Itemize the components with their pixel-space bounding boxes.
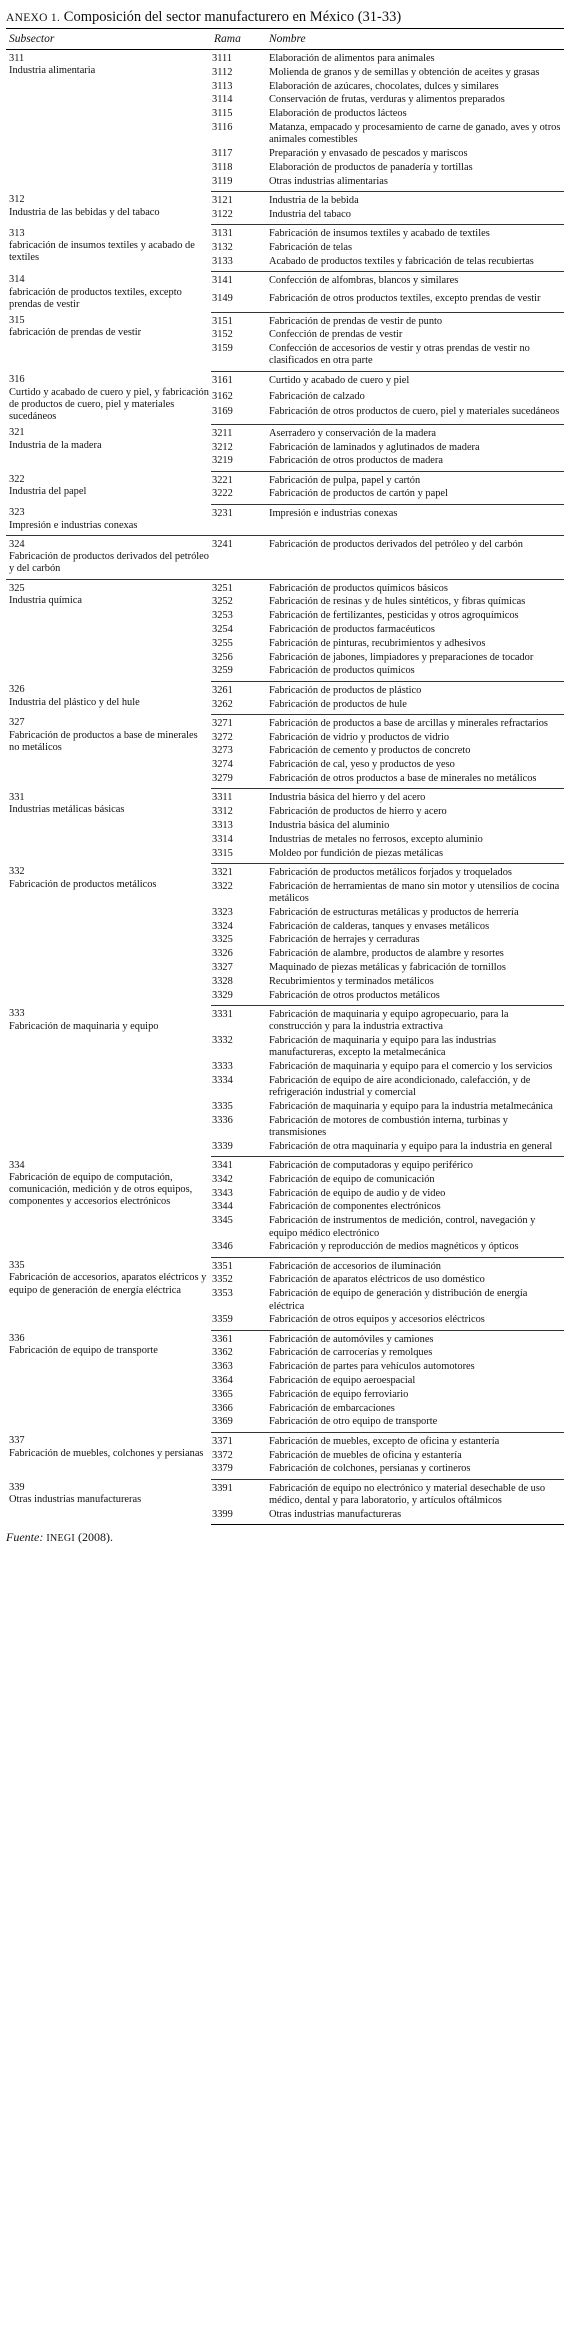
subsector-code: 334 (9, 1159, 25, 1171)
table-row (6, 50, 564, 67)
rama-code: 3366 (212, 1402, 233, 1414)
rama-name: Industria de la bebida (269, 194, 359, 206)
source-org: INEGI (46, 1532, 76, 1544)
subsector-cell (6, 579, 211, 681)
rama-code: 3115 (212, 108, 233, 120)
rama-code: 3365 (212, 1388, 233, 1400)
rama-name: Fabricación de productos de plástico (269, 684, 422, 696)
rama-name: Fabricación de partes para vehículos automotores (269, 1361, 475, 1373)
rama-code: 3221 (212, 474, 233, 486)
rama-code: 3117 (212, 148, 233, 160)
subsector-code: 333 (9, 1008, 25, 1020)
rama-code: 3341 (212, 1160, 233, 1172)
rama-code: 3333 (212, 1060, 233, 1072)
rama-name: Fabricación de muebles, excepto de oficina y estantería (269, 1435, 500, 1447)
header-row (6, 29, 564, 50)
rama-name: Fabricación de muebles de oficina y estantería (269, 1449, 462, 1461)
table-row (6, 371, 564, 390)
subsector-name: Fabricación de productos metálicos (9, 878, 157, 890)
rama-name: Fabricación de computadoras y equipo periférico (269, 1160, 473, 1172)
subsector-code: 331 (9, 791, 25, 803)
rama-name: Molienda de granos y de semillas y obtención de aceites y grasas (269, 66, 540, 78)
subsector-name: Industria del plástico y del hule (9, 696, 140, 708)
rama-code: 3152 (212, 329, 233, 341)
rama-name: Fabricación de productos químicos (266, 665, 564, 682)
rama-code: 3359 (211, 1314, 266, 1331)
rama-name: Fabricación de maquinaria y equipo para las industrias manufactureras, excepto la metalmecánica (269, 1034, 497, 1059)
subsector-cell (6, 1157, 211, 1258)
rama-code: 3116 (212, 121, 233, 133)
rama-code: 3219 (211, 455, 266, 472)
rama-code: 3343 (212, 1187, 233, 1199)
rama-code: 3132 (212, 241, 233, 253)
rama-name: Fabricación de herramientas de mano sin motor y utensilios de cocina metálicos (269, 880, 560, 904)
rama-code: 3141 (212, 274, 233, 286)
subsector-cell (6, 50, 211, 192)
rama-name: Fabricación de productos a base de arcillas y minerales refractarios (269, 717, 548, 729)
rama-code: 3364 (212, 1375, 233, 1387)
rama-code: 3211 (212, 427, 233, 439)
manufacturing-sector-table (6, 28, 564, 1525)
table-row (6, 312, 564, 329)
rama-code: 3262 (211, 698, 266, 715)
source-label: Fuente: (6, 1529, 44, 1544)
table-row (6, 714, 564, 731)
rama-code: 3399 (211, 1508, 266, 1525)
subsector-name: Industria química (9, 594, 83, 606)
rama-code: 3119 (211, 175, 266, 192)
subsector-name: fabricación de insumos textiles y acabado de textiles (9, 239, 195, 264)
rama-name: Fabricación de otro equipo de transporte (266, 1416, 564, 1433)
rama-name: Aserradero y conservación de la madera (269, 427, 437, 439)
rama-name: Fabricación de otros productos textiles, excepto prendas de vestir (266, 292, 564, 312)
rama-code: 3121 (212, 194, 233, 206)
rama-name: Conservación de frutas, verduras y alimentos preparados (269, 94, 505, 106)
subsector-cell (6, 471, 211, 504)
rama-code: 3231 (211, 504, 266, 535)
rama-name: Fabricación de otros equipos y accesorios eléctricos (266, 1314, 564, 1331)
rama-name: Fabricación de vidrio y productos de vidrio (269, 731, 450, 743)
rama-code: 3315 (211, 847, 266, 864)
subsector-name: fabricación de prendas de vestir (9, 327, 142, 339)
rama-code: 3149 (211, 292, 266, 312)
subsector-code: 326 (9, 684, 25, 696)
subsector-name: Otras industrias manufactureras (9, 1494, 142, 1506)
rama-code: 3336 (212, 1114, 233, 1126)
rama-name: Fabricación de colchones, persianas y cortineros (266, 1463, 564, 1480)
rama-code: 3335 (212, 1100, 233, 1112)
rama-name: Fabricación de pulpa, papel y cartón (269, 474, 421, 486)
rama-code: 3112 (212, 66, 233, 78)
rama-name: Fabricación de otros productos de madera (266, 455, 564, 472)
rama-code: 3312 (212, 806, 233, 818)
rama-code: 3339 (211, 1140, 266, 1157)
table-row (6, 681, 564, 698)
rama-name: Acabado de productos textiles y fabricación de telas recubiertas (266, 255, 564, 272)
subsector-cell (6, 312, 211, 371)
header-rama: Rama (214, 33, 241, 45)
rama-code: 3329 (211, 989, 266, 1006)
rama-name: Confección de alfombras, blancos y similares (269, 274, 459, 286)
rama-name: Matanza, empacado y procesamiento de carne de ganado, aves y otros animales comestibles (269, 121, 561, 146)
table-row (6, 863, 564, 880)
rama-code: 3352 (212, 1274, 233, 1286)
rama-name: Fabricación de equipo de aire acondicionado, calefacción, y de refrigeración industrial y comercial (269, 1074, 531, 1099)
rama-code: 3314 (212, 833, 233, 845)
rama-name: Fabricación de otra maquinaria y equipo para la industria en general (266, 1140, 564, 1157)
subsector-cell (6, 863, 211, 1005)
subsector-name: Industria alimentaria (9, 65, 96, 77)
subsector-code: 311 (9, 53, 25, 64)
rama-name: Fabricación de aparatos eléctricos de uso doméstico (269, 1274, 485, 1286)
rama-code: 3371 (212, 1435, 233, 1447)
rama-name: Fabricación de instrumentos de medición, control, navegación y equipo médico electrónico (269, 1215, 536, 1239)
subsector-code: 324 (9, 538, 25, 550)
rama-name: Fabricación de calderas, tanques y envases metálicos (269, 920, 490, 932)
table-row (6, 1005, 564, 1034)
table-row (6, 1330, 564, 1347)
rama-code: 3271 (212, 717, 233, 729)
subsector-name: fabricación de productos textiles, excepto prendas de vestir (9, 286, 182, 311)
table-row (6, 271, 564, 291)
rama-code: 3362 (212, 1347, 233, 1359)
rama-name: Fabricación de productos derivados del petróleo y del carbón (266, 535, 564, 579)
rama-name: Fabricación de carrocerías y remolques (269, 1347, 433, 1359)
rama-name: Fabricación de alambre, productos de alambre y resortes (269, 948, 504, 960)
table-row (6, 789, 564, 806)
rama-name: Industria básica del hierro y del acero (269, 792, 426, 804)
rama-code: 3332 (212, 1034, 233, 1046)
title-text: Composición del sector manufacturero en México (31-33) (63, 9, 402, 25)
source-year: (2008). (78, 1529, 114, 1544)
rama-name: Otras industrias alimentarias (266, 175, 564, 192)
rama-code: 3273 (212, 745, 233, 757)
rama-code: 3113 (212, 80, 233, 92)
rama-code: 3151 (212, 315, 233, 327)
subsector-code: 312 (9, 194, 25, 206)
rama-name: Fabricación de pinturas, recubrimientos y adhesivos (269, 637, 486, 649)
table-row (6, 225, 564, 242)
rama-name: Moldeo por fundición de piezas metálicas (266, 847, 564, 864)
rama-name: Fabricación de cemento y productos de concreto (269, 745, 471, 757)
rama-name: Fabricación y reproducción de medios magnéticos y ópticos (266, 1241, 564, 1258)
rama-name: Preparación y envasado de pescados y mariscos (269, 148, 468, 160)
table-row (6, 1257, 564, 1274)
rama-name: Curtido y acabado de cuero y piel (269, 374, 410, 386)
rama-code: 3325 (212, 934, 233, 946)
table-row (6, 471, 564, 488)
subsector-name: Curtido y acabado de cuero y piel, y fabricación de productos de cuero, piel y materiales sucedáneos (9, 386, 209, 423)
subsector-cell (6, 1005, 211, 1156)
rama-code: 3346 (211, 1241, 266, 1258)
subsector-cell (6, 504, 211, 535)
rama-name: Fabricación de telas (269, 241, 353, 253)
table-body (6, 50, 564, 1525)
rama-code: 3133 (211, 255, 266, 272)
rama-name: Recubrimientos y terminados metálicos (269, 975, 434, 987)
rama-name: Fabricación de estructuras metálicas y productos de herrería (269, 906, 519, 918)
rama-name: Elaboración de productos de panadería y tortillas (269, 161, 473, 173)
table-row (6, 1479, 564, 1508)
rama-code: 3313 (212, 819, 233, 831)
subsector-code: 316 (9, 374, 25, 386)
subsector-name: Fabricación de equipo de computación, comunicación, medición y de otros equipos, componentes y accesorios electrónicos (9, 1171, 193, 1208)
rama-name: Impresión e industrias conexas (266, 504, 564, 535)
rama-name: Otras industrias manufactureras (266, 1508, 564, 1525)
rama-code: 3131 (212, 228, 233, 240)
rama-code: 3334 (212, 1074, 233, 1086)
rama-name: Industria básica del aluminio (269, 819, 390, 831)
rama-code: 3345 (212, 1215, 233, 1227)
rama-name: Fabricación de motores de combustión interna, turbinas y transmisiones (269, 1114, 508, 1138)
rama-code: 3327 (212, 961, 233, 973)
rama-name: Fabricación de otros productos de cuero, piel y materiales sucedáneos (266, 406, 564, 425)
rama-code: 3241 (211, 535, 266, 579)
rama-code: 3111 (212, 53, 233, 64)
rama-name: Fabricación de productos de hule (266, 698, 564, 715)
rama-name: Fabricación de cal, yeso y productos de yeso (269, 759, 455, 771)
table-title (6, 8, 567, 28)
rama-name: Fabricación de maquinaria y equipo para el comercio y los servicios (269, 1060, 553, 1072)
rama-name: Fabricación de fertilizantes, pesticidas y otros agroquímicos (269, 610, 519, 622)
rama-name: Fabricación de equipo aeroespacial (269, 1375, 416, 1387)
subsector-code: 337 (9, 1435, 25, 1447)
rama-name: Confección de prendas de vestir (269, 329, 403, 341)
rama-code: 3324 (212, 920, 233, 932)
rama-code: 3222 (211, 488, 266, 505)
subsector-cell (6, 535, 211, 579)
subsector-name: Fabricación de productos derivados del petróleo y del carbón (9, 551, 209, 575)
rama-name: Fabricación de otros productos a base de minerales no metálicos (266, 772, 564, 789)
rama-code: 3369 (211, 1416, 266, 1433)
subsector-cell (6, 1479, 211, 1524)
subsector-cell (6, 225, 211, 272)
rama-name: Fabricación de productos de hierro y acero (269, 806, 447, 818)
subsector-cell (6, 371, 211, 424)
rama-code: 3161 (212, 374, 233, 386)
subsector-cell (6, 714, 211, 788)
subsector-code: 313 (9, 227, 25, 239)
rama-name: Fabricación de insumos textiles y acabado de textiles (269, 228, 490, 240)
rama-code: 3162 (212, 390, 233, 402)
rama-code: 3256 (212, 651, 233, 663)
rama-name: Fabricación de equipo de generación y distribución de energía eléctrica (269, 1288, 528, 1312)
header-subsector: Subsector (9, 33, 55, 45)
rama-name: Fabricación de jabones, limpiadores y preparaciones de tocador (269, 651, 534, 663)
rama-name: Fabricación de equipo de audio y de video (269, 1187, 446, 1199)
subsector-name: Fabricación de accesorios, aparatos eléctricos y equipo de generación de energía eléctrica (9, 1272, 207, 1296)
subsector-name: Impresión e industrias conexas (9, 519, 138, 531)
rama-code: 3274 (212, 759, 233, 771)
rama-name: Confección de accesorios de vestir y otras prendas de vestir no clasificados en otra parte (266, 342, 564, 371)
rama-name: Maquinado de piezas metálicas y fabricación de tornillos (269, 961, 506, 973)
rama-code: 3361 (212, 1333, 233, 1345)
rama-code: 3321 (212, 866, 233, 878)
subsector-name: Industrias metálicas básicas (9, 804, 125, 816)
subsector-code: 321 (9, 427, 25, 439)
rama-name: Fabricación de embarcaciones (269, 1402, 395, 1414)
rama-name: Elaboración de azúcares, chocolates, dulces y similares (269, 80, 499, 92)
rama-name: Fabricación de componentes electrónicos (269, 1201, 441, 1213)
rama-code: 3323 (212, 906, 233, 918)
subsector-name: Fabricación de muebles, colchones y persianas (9, 1447, 204, 1459)
rama-code: 3159 (211, 342, 266, 371)
rama-code: 3255 (212, 637, 233, 649)
table-row (6, 1432, 564, 1449)
table-row (6, 191, 564, 208)
subsector-code: 322 (9, 474, 25, 486)
subsector-code: 315 (9, 315, 25, 327)
rama-name: Elaboración de productos lácteos (269, 108, 407, 120)
rama-code: 3322 (212, 880, 233, 892)
rama-code: 3344 (212, 1201, 233, 1213)
subsector-cell (6, 789, 211, 863)
subsector-cell (6, 1330, 211, 1432)
rama-name: Fabricación de maquinaria y equipo agropecuario, para la construcción y para la industria extractiva (269, 1008, 509, 1033)
subsector-code: 325 (9, 582, 25, 594)
rama-name: Fabricación de equipo ferroviario (269, 1388, 409, 1400)
rama-name: Fabricación de accesorios de iluminación (269, 1260, 441, 1272)
subsector-code: 327 (9, 717, 25, 729)
table-row (6, 504, 564, 535)
table-row (6, 1157, 564, 1174)
rama-name: Fabricación de productos metálicos forjados y troquelados (269, 866, 512, 878)
rama-name: Fabricación de herrajes y cerraduras (269, 934, 420, 946)
subsector-cell (6, 424, 211, 471)
subsector-code: 335 (9, 1260, 25, 1272)
rama-name: Fabricación de productos químicos básicos (269, 582, 448, 594)
subsector-name: Industria del papel (9, 486, 87, 498)
rama-code: 3351 (212, 1260, 233, 1272)
rama-name: Fabricación de maquinaria y equipo para la industria metalmecánica (269, 1100, 553, 1112)
rama-name: Fabricación de productos farmacéuticos (269, 624, 435, 636)
rama-code: 3326 (212, 948, 233, 960)
rama-code: 3253 (212, 610, 233, 622)
rama-code: 3328 (212, 975, 233, 987)
subsector-code: 314 (9, 274, 25, 286)
rama-name: Fabricación de equipo no electrónico y material desechable de uso médico, dental y para laboratorio, y artículos oftálmicos (269, 1482, 546, 1506)
rama-name: Industrias de metales no ferrosos, excepto aluminio (269, 833, 483, 845)
subsector-code: 323 (9, 507, 25, 519)
rama-name: Fabricación de productos de cartón y papel (266, 488, 564, 505)
rama-code: 3169 (211, 406, 266, 425)
subsector-cell (6, 681, 211, 714)
rama-name: Fabricación de otros productos metálicos (266, 989, 564, 1006)
table-row (6, 579, 564, 596)
rama-code: 3212 (212, 441, 233, 453)
rama-name: Fabricación de laminados y aglutinados de madera (269, 441, 480, 453)
rama-code: 3251 (212, 582, 233, 594)
rama-code: 3372 (212, 1449, 233, 1461)
rama-name: Fabricación de automóviles y camiones (269, 1333, 434, 1345)
rama-code: 3342 (212, 1173, 233, 1185)
subsector-name: Fabricación de equipo de transporte (9, 1345, 158, 1357)
rama-code: 3122 (211, 208, 266, 225)
rama-code: 3279 (211, 772, 266, 789)
subsector-code: 339 (9, 1482, 25, 1494)
rama-name: Fabricación de equipo de comunicación (269, 1173, 435, 1185)
subsector-name: Fabricación de productos a base de minerales no metálicos (9, 729, 198, 753)
rama-code: 3261 (212, 684, 233, 696)
rama-code: 3118 (212, 161, 233, 173)
table-row (6, 424, 564, 441)
subsector-cell (6, 1432, 211, 1479)
rama-code: 3379 (211, 1463, 266, 1480)
rama-code: 3353 (212, 1288, 233, 1300)
rama-name: Fabricación de resinas y de hules sintéticos, y fibras químicas (269, 596, 526, 608)
table-row (6, 535, 564, 579)
rama-code: 3254 (212, 624, 233, 636)
subsector-cell (6, 191, 211, 224)
subsector-cell (6, 271, 211, 312)
subsector-code: 332 (9, 866, 25, 878)
rama-name: Fabricación de calzado (269, 390, 365, 402)
subsector-name: Fabricación de maquinaria y equipo (9, 1020, 159, 1032)
rama-code: 3272 (212, 731, 233, 743)
subsector-cell (6, 1257, 211, 1330)
source-note (6, 1530, 567, 1545)
header-nombre: Nombre (269, 33, 306, 45)
subsector-name: Industria de las bebidas y del tabaco (9, 206, 160, 218)
rama-name: Elaboración de alimentos para animales (269, 53, 435, 64)
annex-label: ANEXO 1. (6, 12, 61, 24)
rama-code: 3363 (212, 1361, 233, 1373)
rama-code: 3391 (212, 1482, 233, 1494)
rama-code: 3114 (212, 94, 233, 106)
rama-code: 3311 (212, 792, 233, 804)
subsector-code: 336 (9, 1333, 25, 1345)
subsector-name: Industria de la madera (9, 439, 102, 451)
rama-name: Industria del tabaco (266, 208, 564, 225)
rama-name: Fabricación de prendas de vestir de punto (269, 315, 443, 327)
rama-code: 3252 (212, 596, 233, 608)
rama-code: 3259 (211, 665, 266, 682)
rama-code: 3331 (212, 1008, 233, 1020)
